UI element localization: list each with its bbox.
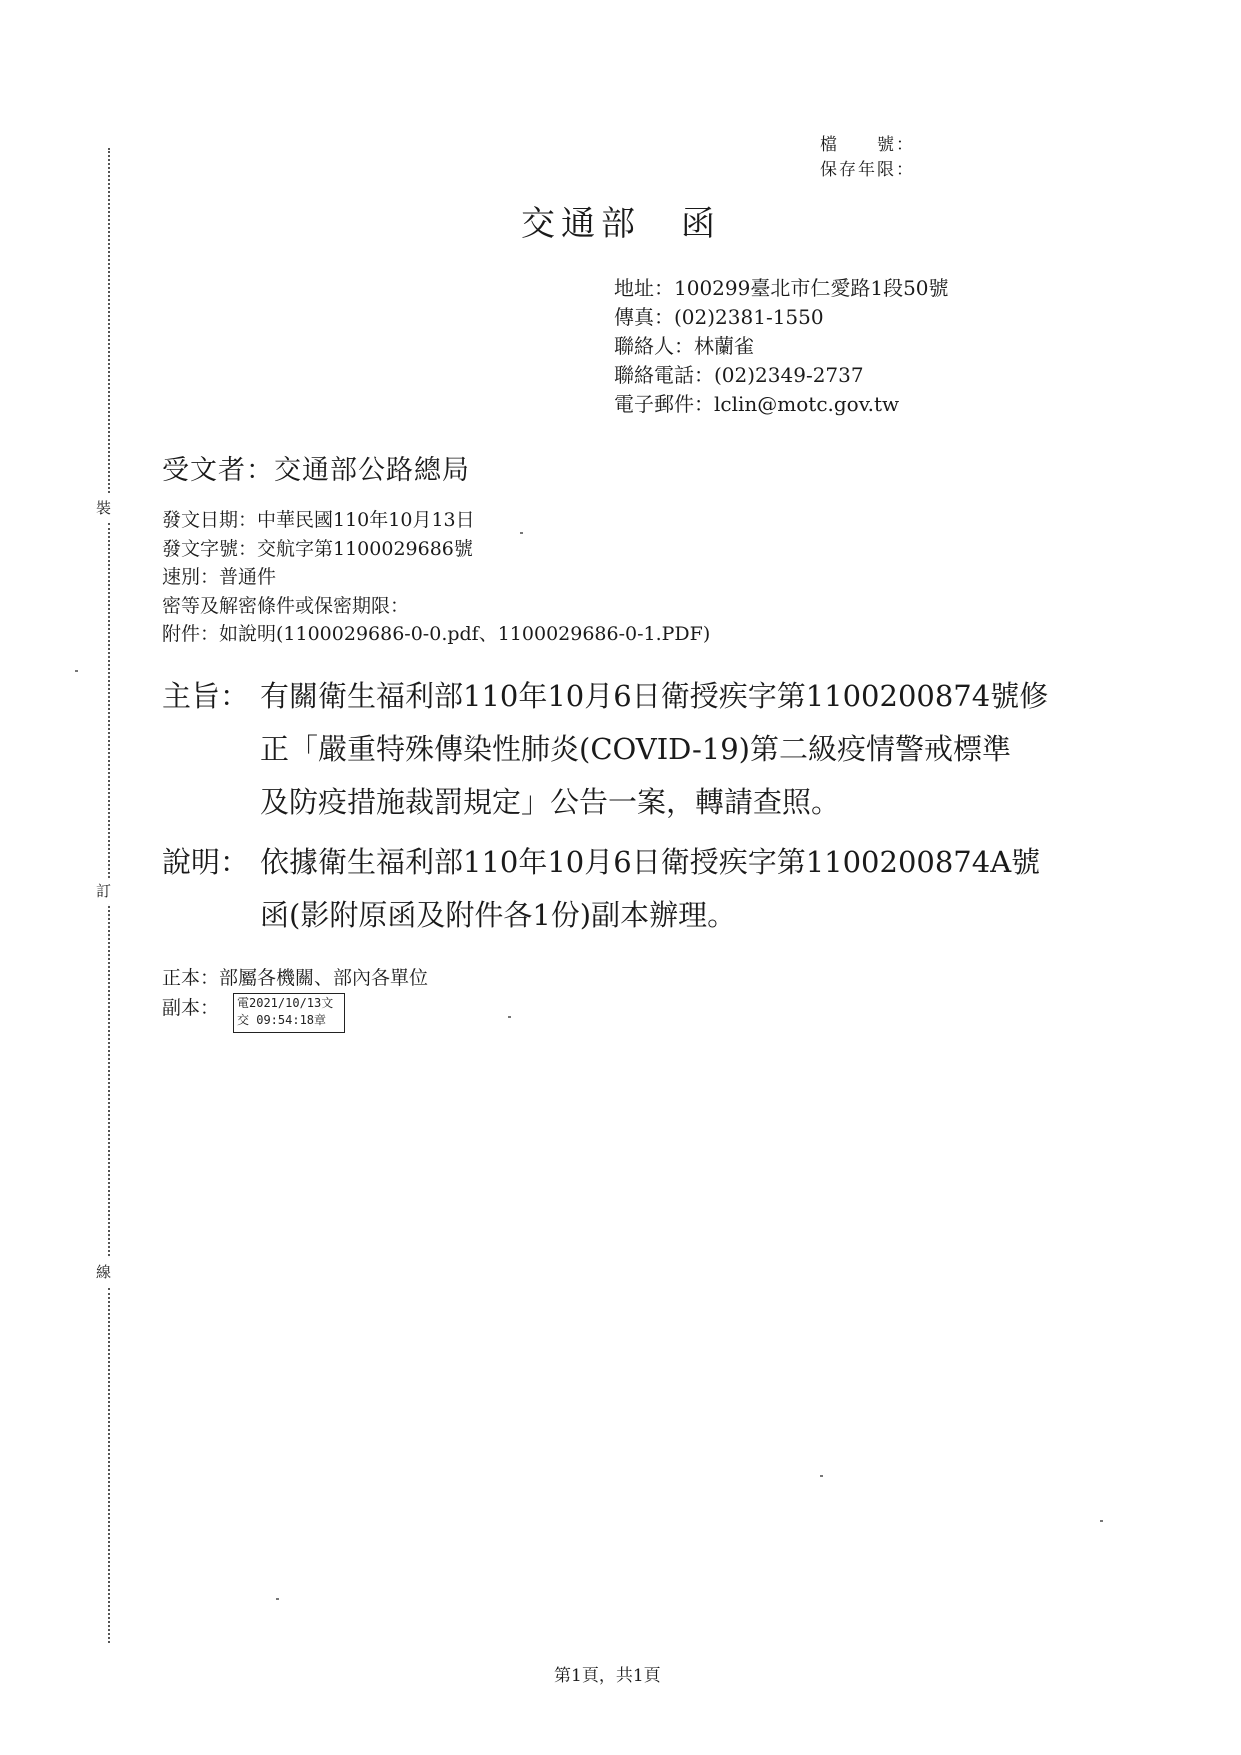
scan-speck: [75, 670, 78, 672]
contact-phone: 聯絡電話：(02)2349-2737: [614, 363, 864, 387]
document-title: 交通部 函: [521, 204, 721, 244]
contact-block: [614, 274, 949, 419]
scan-speck: [508, 1016, 511, 1018]
issue-date: 發文日期：中華民國110年10月13日: [162, 509, 475, 531]
contact-email: 電子郵件：lclin@motc.gov.tw: [614, 392, 900, 416]
binding-line-lower: [108, 906, 110, 1256]
subject-text: [260, 670, 1048, 829]
explanation-line: 依據衛生福利部110年10月6日衛授疾字第1100200874A號: [260, 845, 1041, 879]
explanation-text: [260, 836, 1040, 942]
scan-speck: [820, 1475, 823, 1477]
original-recipients: 正本：部屬各機關、部內各單位: [162, 967, 429, 989]
scan-speck: [276, 1598, 279, 1600]
stamp-line: 電2021/10/13文: [237, 996, 334, 1010]
scan-speck: [1100, 1520, 1103, 1522]
issue-speed: 速別：普通件: [162, 566, 277, 588]
binding-line-top: [108, 148, 110, 493]
page-number: 第1頁，共1頁: [554, 1666, 661, 1686]
binding-line-middle: [108, 523, 110, 878]
scan-speck: [520, 532, 523, 534]
subject-line: 正「嚴重特殊傳染性肺炎(COVID-19)第二級疫情警戒標準: [260, 732, 1011, 766]
subject-label: 主旨：: [162, 679, 250, 713]
binding-mark-xian: 線: [96, 1263, 112, 1281]
contact-fax: 傳真：(02)2381-1550: [614, 305, 824, 329]
binding-mark-zhuang: 裝: [96, 499, 112, 517]
issue-secrecy: 密等及解密條件或保密期限：: [162, 594, 410, 617]
archive-file-number: 檔 號：: [820, 135, 915, 155]
recipient: 受文者：交通部公路總局: [162, 455, 470, 486]
binding-line-bottom: [108, 1288, 110, 1643]
stamp-line: 交 09:54:18章: [237, 1013, 327, 1027]
binding-mark-ding: 訂: [96, 882, 112, 900]
archive-retention-period: 保存年限：: [820, 160, 915, 180]
subject-line: 及防疫措施裁罰規定」公告一案，轉請查照。: [260, 785, 841, 819]
subject-line: 有關衛生福利部110年10月6日衛授疾字第1100200874號修: [260, 679, 1049, 713]
issue-details: [162, 506, 710, 649]
explanation-label: 說明：: [162, 845, 250, 879]
issue-number: 發文字號：交航字第1100029686號: [162, 537, 473, 560]
explanation-line: 函(影附原函及附件各1份)副本辦理。: [260, 898, 737, 932]
electronic-exchange-stamp: [233, 993, 345, 1033]
contact-person: 聯絡人：林蘭雀: [614, 334, 754, 358]
copy-label: 副本：: [162, 997, 220, 1019]
issue-attachment: 附件：如說明(1100029686-0-0.pdf、1100029686-0-1.PDF): [162, 623, 711, 645]
contact-address: 地址：100299臺北市仁愛路1段50號: [614, 276, 949, 300]
